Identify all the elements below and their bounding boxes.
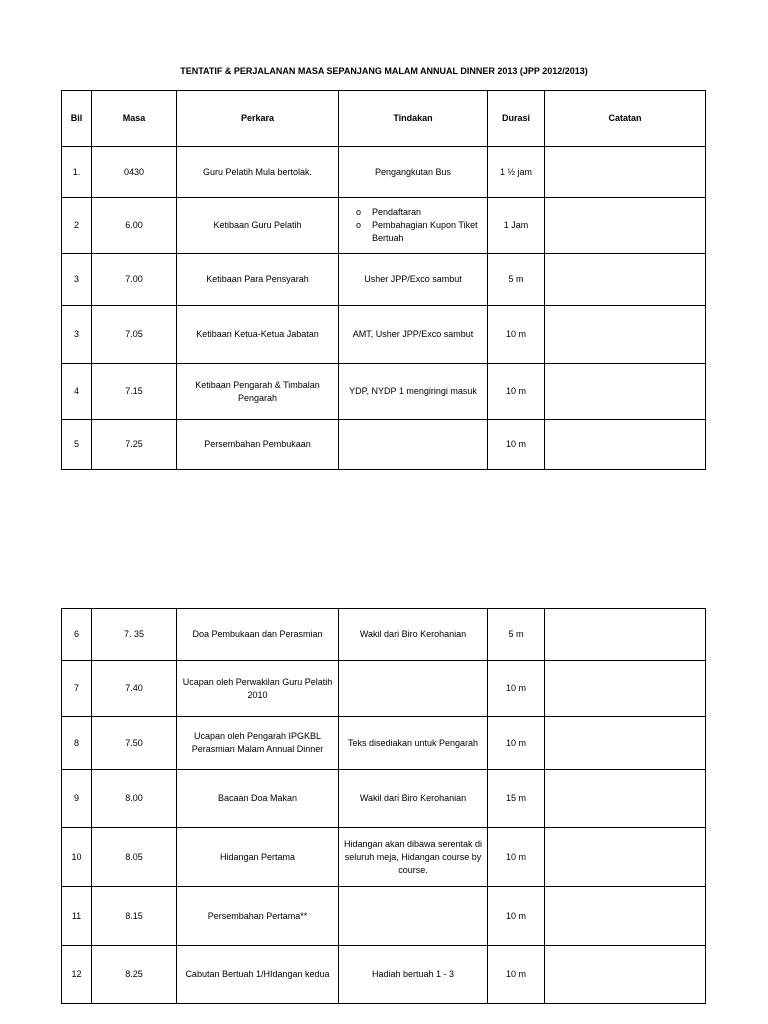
tindakan-list-item: o Pendaftaran bbox=[356, 206, 484, 219]
cell-perkara: Persembahan Pertama** bbox=[177, 887, 339, 946]
cell-masa: 7.25 bbox=[92, 420, 177, 470]
cell-masa: 8.15 bbox=[92, 887, 177, 946]
cell-tindakan: Hadiah bertuah 1 - 3 bbox=[339, 946, 488, 1004]
cell-masa: 7.40 bbox=[92, 661, 177, 717]
cell-bil: 2 bbox=[62, 198, 92, 254]
table-row bbox=[62, 147, 706, 198]
table-row bbox=[62, 198, 706, 254]
table-row bbox=[62, 364, 706, 420]
cell-durasi: 10 m bbox=[488, 661, 545, 717]
table-header-row bbox=[62, 91, 706, 147]
cell-perkara: Ketibaan Ketua-Ketua Jabatan bbox=[177, 306, 339, 364]
cell-tindakan: AMT, Usher JPP/Exco sambut bbox=[339, 306, 488, 364]
cell-catatan bbox=[545, 661, 706, 717]
cell-bil: 3 bbox=[62, 306, 92, 364]
cell-durasi: 10 m bbox=[488, 946, 545, 1004]
cell-perkara: Persembahan Pembukaan bbox=[177, 420, 339, 470]
cell-tindakan: Hidangan akan dibawa serentak di seluruh meja, Hidangan course by course. bbox=[339, 828, 488, 887]
header-bil: Bil bbox=[62, 91, 92, 147]
cell-perkara: Ucapan oleh Pengarah IPGKBL Perasmian Malam Annual Dinner bbox=[177, 717, 339, 770]
cell-masa: 7.50 bbox=[92, 717, 177, 770]
cell-tindakan: Teks disediakan untuk Pengarah bbox=[339, 717, 488, 770]
cell-masa: 8.25 bbox=[92, 946, 177, 1004]
cell-masa: 8.00 bbox=[92, 770, 177, 828]
cell-catatan bbox=[545, 828, 706, 887]
cell-masa: 7.15 bbox=[92, 364, 177, 420]
table-row bbox=[62, 254, 706, 306]
cell-perkara: Ketibaan Pengarah & Timbalan Pengarah bbox=[177, 364, 339, 420]
cell-masa: 0430 bbox=[92, 147, 177, 198]
tindakan-list-item: o Pembahagian Kupon Tiket Bertuah bbox=[356, 219, 484, 245]
table-row bbox=[62, 306, 706, 364]
cell-catatan bbox=[545, 609, 706, 661]
header-perkara: Perkara bbox=[177, 91, 339, 147]
cell-durasi: 10 m bbox=[488, 364, 545, 420]
table-row bbox=[62, 946, 706, 1004]
cell-bil: 5 bbox=[62, 420, 92, 470]
document-title: TENTATIF & PERJALANAN MASA SEPANJANG MALAM ANNUAL DINNER 2013 (JPP 2012/2013) bbox=[180, 66, 588, 76]
cell-durasi: 10 m bbox=[488, 306, 545, 364]
cell-bil: 6 bbox=[62, 609, 92, 661]
cell-masa: 8.05 bbox=[92, 828, 177, 887]
cell-catatan bbox=[545, 717, 706, 770]
cell-masa: 7.05 bbox=[92, 306, 177, 364]
cell-bil: 12 bbox=[62, 946, 92, 1004]
cell-durasi: 1 Jam bbox=[488, 198, 545, 254]
header-masa: Masa bbox=[92, 91, 177, 147]
cell-catatan bbox=[545, 306, 706, 364]
cell-bil: 10 bbox=[62, 828, 92, 887]
cell-catatan bbox=[545, 946, 706, 1004]
cell-perkara: Hidangan Pertama bbox=[177, 828, 339, 887]
cell-durasi: 1 ½ jam bbox=[488, 147, 545, 198]
cell-tindakan: YDP, NYDP 1 mengiringi masuk bbox=[339, 364, 488, 420]
cell-durasi: 10 m bbox=[488, 828, 545, 887]
header-tindakan: Tindakan bbox=[339, 91, 488, 147]
cell-durasi: 10 m bbox=[488, 887, 545, 946]
cell-catatan bbox=[545, 254, 706, 306]
schedule-table-2 bbox=[61, 608, 706, 1004]
cell-perkara: Cabutan Bertuah 1/HIdangan kedua bbox=[177, 946, 339, 1004]
table-row bbox=[62, 887, 706, 946]
table-row bbox=[62, 420, 706, 470]
table-row bbox=[62, 828, 706, 887]
cell-bil: 11 bbox=[62, 887, 92, 946]
cell-tindakan: Wakil dari Biro Kerohanian bbox=[339, 770, 488, 828]
cell-bil: 3 bbox=[62, 254, 92, 306]
cell-perkara: Guru Pelatih Mula bertolak. bbox=[177, 147, 339, 198]
cell-catatan bbox=[545, 198, 706, 254]
cell-perkara: Ketibaan Para Pensyarah bbox=[177, 254, 339, 306]
tindakan-list bbox=[342, 206, 484, 245]
schedule-table-1 bbox=[61, 90, 706, 470]
cell-tindakan: Usher JPP/Exco sambut bbox=[339, 254, 488, 306]
cell-bil: 7 bbox=[62, 661, 92, 717]
header-durasi: Durasi bbox=[488, 91, 545, 147]
cell-masa: 6.00 bbox=[92, 198, 177, 254]
cell-masa: 7.00 bbox=[92, 254, 177, 306]
cell-catatan bbox=[545, 420, 706, 470]
cell-masa: 7. 35 bbox=[92, 609, 177, 661]
cell-tindakan bbox=[339, 420, 488, 470]
cell-catatan bbox=[545, 364, 706, 420]
cell-bil: 9 bbox=[62, 770, 92, 828]
cell-catatan bbox=[545, 770, 706, 828]
header-catatan: Catatan bbox=[545, 91, 706, 147]
cell-durasi: 10 m bbox=[488, 420, 545, 470]
cell-tindakan: Wakil dari Biro Kerohanian bbox=[339, 609, 488, 661]
cell-tindakan bbox=[339, 661, 488, 717]
cell-perkara: Bacaan Doa Makan bbox=[177, 770, 339, 828]
table-row bbox=[62, 609, 706, 661]
cell-durasi: 10 m bbox=[488, 717, 545, 770]
cell-tindakan bbox=[339, 198, 488, 254]
cell-bil: 8 bbox=[62, 717, 92, 770]
cell-catatan bbox=[545, 887, 706, 946]
cell-tindakan: Pengangkutan Bus bbox=[339, 147, 488, 198]
cell-perkara: Ketibaan Guru Pelatih bbox=[177, 198, 339, 254]
cell-bil: 4 bbox=[62, 364, 92, 420]
table-row bbox=[62, 770, 706, 828]
cell-durasi: 5 m bbox=[488, 609, 545, 661]
table-row bbox=[62, 717, 706, 770]
cell-catatan bbox=[545, 147, 706, 198]
cell-perkara: Doa Pembukaan dan Perasmian bbox=[177, 609, 339, 661]
cell-bil: 1. bbox=[62, 147, 92, 198]
table-row bbox=[62, 661, 706, 717]
cell-tindakan bbox=[339, 887, 488, 946]
cell-perkara: Ucapan oleh Perwakilan Guru Pelatih 2010 bbox=[177, 661, 339, 717]
cell-durasi: 15 m bbox=[488, 770, 545, 828]
cell-durasi: 5 m bbox=[488, 254, 545, 306]
